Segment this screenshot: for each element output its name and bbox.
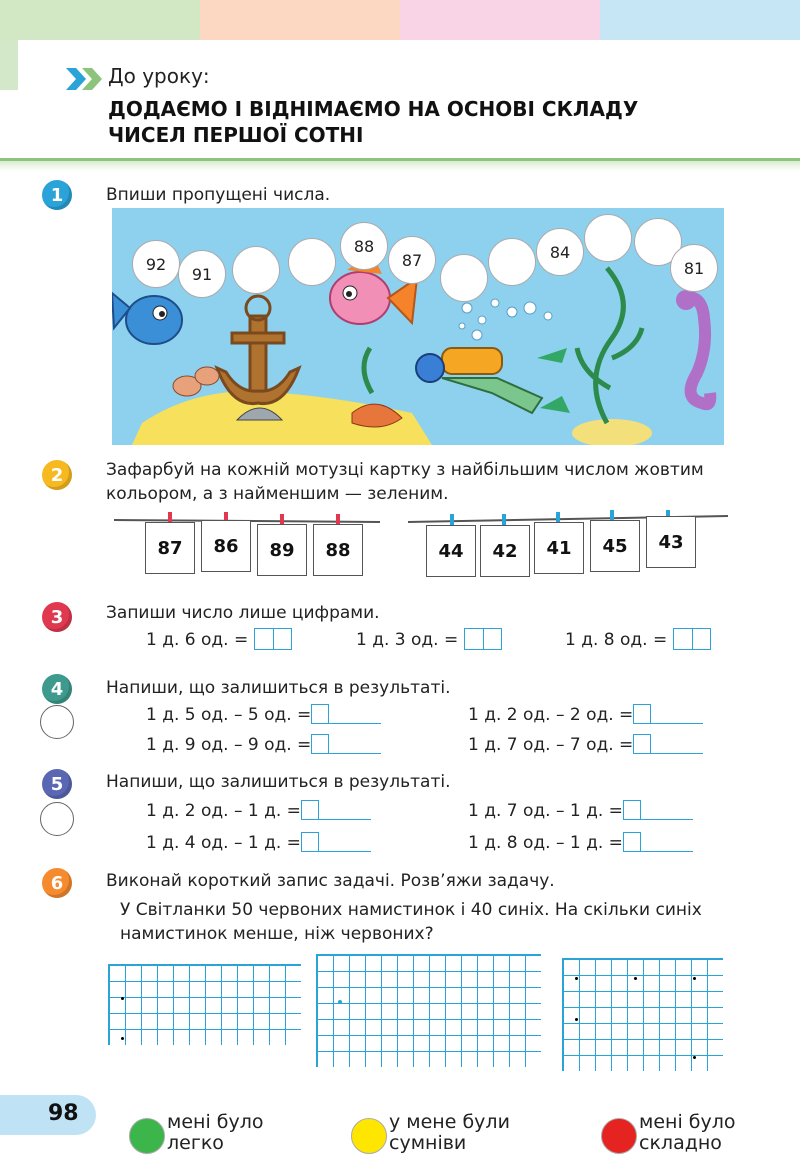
answer-grid-2[interactable] — [316, 954, 541, 1067]
answer-box[interactable] — [633, 704, 651, 724]
answer-box[interactable] — [623, 800, 641, 820]
top-color-bar — [0, 0, 800, 40]
answer-box[interactable] — [311, 704, 329, 724]
answer-box[interactable] — [301, 800, 319, 820]
corner-decoration — [0, 40, 18, 90]
grid-dot — [693, 977, 696, 980]
number-bubble: 87 — [388, 236, 436, 284]
task-2-text — [106, 458, 704, 506]
anchor-icon — [217, 296, 299, 404]
grid-dot — [575, 977, 578, 980]
number-bubble[interactable] — [232, 246, 280, 294]
answer-line[interactable] — [651, 706, 703, 724]
task-number-4: 4 — [42, 674, 72, 704]
task-4-text: Напиши, що залишиться в результаті. — [106, 678, 451, 698]
number-bubble[interactable] — [440, 254, 488, 302]
bar-segment-blue — [600, 0, 800, 40]
task-number-5: 5 — [42, 769, 72, 799]
grid-dot — [693, 1056, 696, 1059]
number-bubble: 81 — [670, 244, 718, 292]
answer-box[interactable] — [633, 734, 651, 754]
rating-doubt-label: у мене були сумніви — [389, 1111, 510, 1154]
lesson-title — [108, 96, 708, 148]
task-1-text: Впиши пропущені числа. — [106, 185, 331, 205]
self-check-circle[interactable] — [40, 802, 74, 836]
number-bubble: 91 — [178, 250, 226, 298]
grid-dot — [121, 1037, 124, 1040]
number-card[interactable]: 44 — [426, 525, 476, 577]
task-2-text-line1: Зафарбуй на кожній мотузці картку з найбільшим числом жовтим — [106, 460, 704, 480]
number-card[interactable]: 41 — [534, 522, 584, 574]
bar-segment-pink — [400, 0, 600, 40]
answer-line[interactable] — [319, 834, 371, 852]
answer-box[interactable] — [311, 734, 329, 754]
grid-dot — [634, 977, 637, 980]
task-number-1: 1 — [42, 180, 72, 210]
answer-line[interactable] — [329, 736, 381, 754]
answer-box[interactable] — [301, 832, 319, 852]
answer-line[interactable] — [319, 802, 371, 820]
self-check-circle[interactable] — [40, 705, 74, 739]
task-3-item: 1 д. 8 од. = — [565, 628, 711, 650]
number-bubble: 88 — [340, 222, 388, 270]
task-4-item: 1 д. 5 од. – 5 од. = — [146, 704, 381, 725]
number-card[interactable]: 89 — [257, 524, 307, 576]
task-6-problem-line1: У Світланки 50 червоних намистинок і 40 синіх. На скільки синіх — [120, 900, 702, 920]
grid-dot — [575, 1018, 578, 1021]
task-5-item: 1 д. 2 од. – 1 д. = — [146, 800, 371, 821]
answer-grid-3[interactable] — [562, 958, 723, 1071]
task-6-text: Виконай короткий запис задачі. Розв’яжи задачу. — [106, 871, 555, 891]
number-card[interactable]: 45 — [590, 520, 640, 572]
task-3-item: 1 д. 6 од. = — [146, 628, 292, 650]
answer-box[interactable] — [254, 628, 292, 650]
number-bubble[interactable] — [288, 238, 336, 286]
rating-doubt-dot[interactable] — [351, 1118, 387, 1154]
task-2-text-line2: кольором, а з найменшим — зеленим. — [106, 484, 449, 504]
air-bubbles — [459, 299, 552, 340]
number-bubble: 92 — [132, 240, 180, 288]
diver-icon — [416, 348, 570, 413]
task-5-item: 1 д. 4 од. – 1 д. = — [146, 832, 371, 853]
bar-segment-green — [0, 0, 200, 40]
lesson-kicker: До уроку: — [108, 64, 210, 88]
rating-hard-label: мені було складно — [639, 1111, 736, 1154]
page-number: 98 — [48, 1101, 79, 1126]
task-3-text: Запиши число лише цифрами. — [106, 603, 380, 623]
task-number-2: 2 — [42, 460, 72, 490]
number-card[interactable]: 88 — [313, 524, 363, 576]
answer-box[interactable] — [623, 832, 641, 852]
lesson-title-line2: ЧИСЕЛ ПЕРШОЇ СОТНІ — [108, 123, 364, 147]
answer-line[interactable] — [329, 706, 381, 724]
rating-easy-label: мені було легко — [167, 1111, 264, 1154]
bar-segment-orange — [200, 0, 400, 40]
rating-hard-dot[interactable] — [601, 1118, 637, 1154]
underwater-illustration — [112, 208, 724, 445]
rating-easy-dot[interactable] — [129, 1118, 165, 1154]
grid-dot — [121, 997, 124, 1000]
task-3-item: 1 д. 3 од. = — [356, 628, 502, 650]
number-card[interactable]: 86 — [201, 520, 251, 572]
answer-line[interactable] — [641, 802, 693, 820]
number-card[interactable]: 43 — [646, 516, 696, 568]
number-bubble[interactable] — [584, 214, 632, 262]
seahorse-icon — [676, 290, 710, 404]
answer-line[interactable] — [651, 736, 703, 754]
number-bubble[interactable] — [488, 238, 536, 286]
task-number-6: 6 — [42, 868, 72, 898]
number-card[interactable]: 87 — [145, 522, 195, 574]
task-6-problem-line2: намистинок менше, ніж червоних? — [120, 924, 434, 944]
answer-box[interactable] — [464, 628, 502, 650]
task-4-item: 1 д. 7 од. – 7 од. = — [468, 734, 703, 755]
answer-grid-1[interactable] — [108, 964, 301, 1045]
task-6-problem — [120, 898, 702, 946]
answer-line[interactable] — [641, 834, 693, 852]
task-4-item: 1 д. 2 од. – 2 од. = — [468, 704, 703, 725]
double-chevron-icon — [66, 68, 106, 90]
lesson-title-line1: ДОДАЄМО І ВІДНІМАЄМО НА ОСНОВІ СКЛАДУ — [108, 97, 639, 121]
task-5-item: 1 д. 8 од. – 1 д. = — [468, 832, 693, 853]
task-4-item: 1 д. 9 од. – 9 од. = — [146, 734, 381, 755]
task-number-3: 3 — [42, 602, 72, 632]
header-shadow — [0, 161, 800, 171]
blue-fish-icon — [112, 293, 182, 344]
task-5-item: 1 д. 7 од. – 1 д. = — [468, 800, 693, 821]
answer-box[interactable] — [673, 628, 711, 650]
number-card[interactable]: 42 — [480, 525, 530, 577]
grid-dot — [338, 1000, 342, 1004]
task-5-text: Напиши, що залишиться в результаті. — [106, 772, 451, 792]
number-bubble: 84 — [536, 228, 584, 276]
